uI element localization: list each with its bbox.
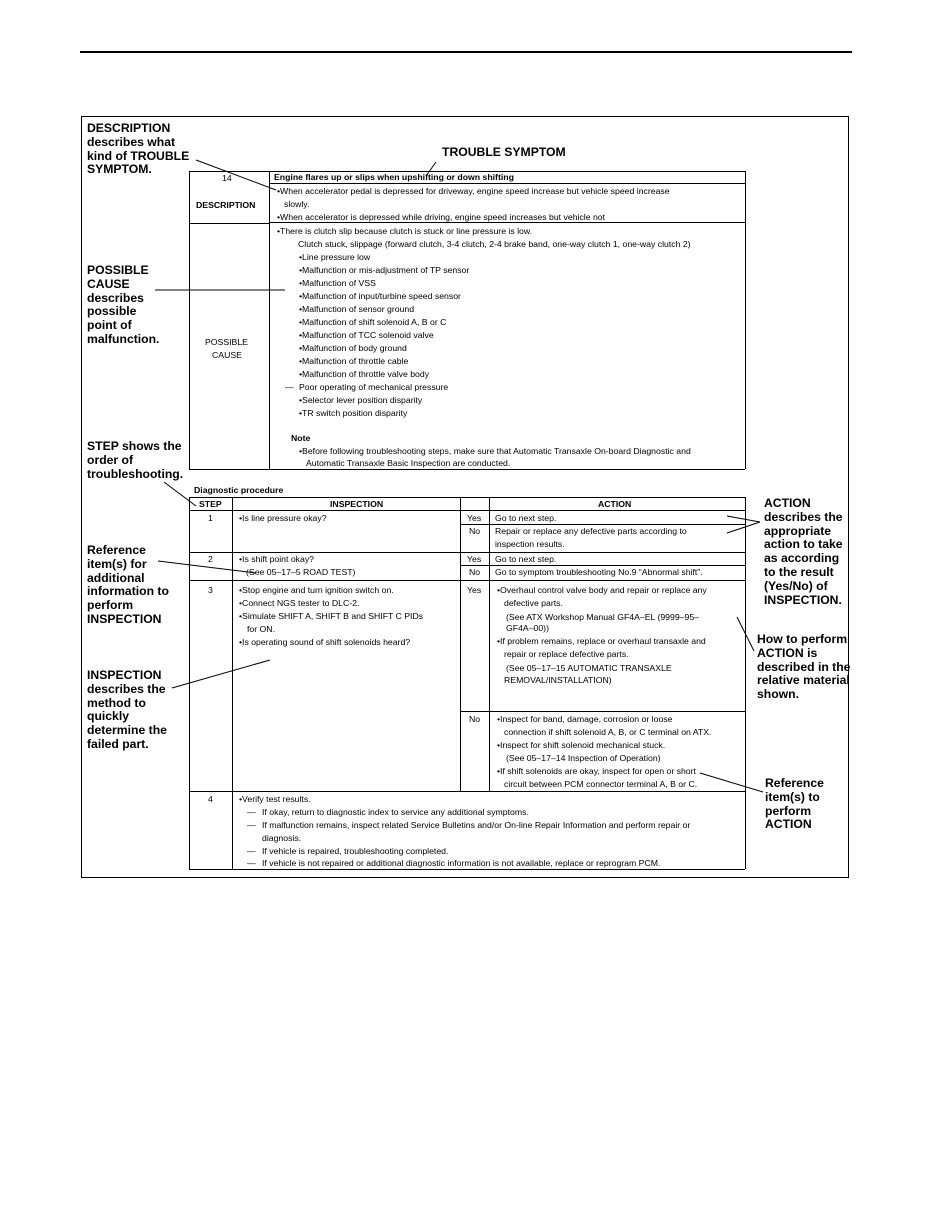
action-text: • If problem remains, replace or overhaul transaxle and bbox=[497, 635, 706, 648]
action-text: Go to symptom troubleshooting No.9 “Abnormal shift”. bbox=[495, 567, 703, 577]
step-number: 4 bbox=[208, 794, 213, 804]
col-action: ACTION bbox=[598, 499, 632, 509]
callout-line: describes what bbox=[87, 134, 176, 149]
inspection-text: • Stop engine and turn ignition switch on. bbox=[239, 584, 394, 597]
yes-label: Yes bbox=[467, 513, 482, 523]
inspection-text: for ON. bbox=[247, 624, 275, 634]
cause-item: • TR switch position disparity bbox=[299, 407, 407, 420]
callout-line: SYMPTOM. bbox=[87, 162, 152, 177]
callout-line: determine the bbox=[87, 723, 167, 738]
action-text: Repair or replace any defective parts according to bbox=[495, 526, 687, 536]
verify-text: If vehicle is repaired, troubleshooting completed. bbox=[262, 846, 449, 856]
verify-text: diagnosis. bbox=[262, 833, 302, 843]
callout-line: as according bbox=[764, 551, 840, 566]
callout-line: kind of TROUBLE bbox=[87, 148, 190, 163]
callout-line: possible bbox=[87, 304, 137, 319]
note-label: Note bbox=[291, 433, 311, 443]
step-number: 2 bbox=[208, 554, 213, 564]
callout-line: relative material bbox=[757, 673, 850, 688]
dash: — bbox=[247, 846, 256, 856]
inspection-text: • Is operating sound of shift solenoids heard? bbox=[239, 636, 410, 649]
cause-item: • Malfunction of input/turbine speed sensor bbox=[299, 290, 461, 303]
cause-item: • Line pressure low bbox=[299, 251, 370, 264]
verify-text: If malfunction remains, inspect related Service Bulletins and/or On-line Repair Information and perform repair or bbox=[262, 820, 691, 830]
callout-line: shown. bbox=[757, 687, 799, 702]
rule bbox=[189, 223, 269, 224]
rule bbox=[189, 510, 745, 511]
inspection-text: • Simulate SHIFT A, SHIFT B and SHIFT C PIDs bbox=[239, 610, 423, 623]
callout-line: troubleshooting. bbox=[87, 466, 184, 481]
callout-line: failed part. bbox=[87, 736, 149, 751]
callout-line: Reference bbox=[87, 543, 146, 557]
callout-line: DESCRIPTION bbox=[87, 121, 171, 135]
callout-line: action to take bbox=[764, 537, 843, 552]
action-text: inspection results. bbox=[495, 539, 565, 549]
callout-line: Reference bbox=[765, 776, 824, 790]
callout-line: describes the bbox=[87, 681, 166, 696]
callout-line: INSPECTION bbox=[87, 611, 162, 626]
step-number: 1 bbox=[208, 513, 213, 523]
action-text: (See 05–17–15 AUTOMATIC TRANSAXLE bbox=[506, 663, 672, 673]
action-text: • Overhaul control valve body and repair or replace any bbox=[497, 584, 707, 597]
callout-line: describes bbox=[87, 290, 144, 305]
cause-sub2: Poor operating of mechanical pressure bbox=[299, 382, 449, 392]
callout-line: information to bbox=[87, 584, 169, 599]
col-inspection: INSPECTION bbox=[330, 499, 384, 509]
procedure-title: Diagnostic procedure bbox=[194, 485, 284, 495]
rule bbox=[189, 497, 745, 498]
rule bbox=[745, 497, 746, 869]
cause-sub: Clutch stuck, slippage (forward clutch, 3-4 clutch, 2-4 brake band, one-way clutch 1, one-way clutch 2) bbox=[298, 239, 691, 249]
no-label: No bbox=[469, 526, 481, 536]
callout-line: ACTION is bbox=[757, 645, 818, 660]
description-label: DESCRIPTION bbox=[196, 200, 256, 210]
col-step: STEP bbox=[199, 499, 222, 509]
verify-text: If vehicle is not repaired or additional diagnostic information is not available, replace or reprogram PCM. bbox=[262, 858, 661, 868]
callout-line: quickly bbox=[87, 709, 129, 724]
rule bbox=[460, 497, 461, 791]
action-text: • Inspect for band, damage, corrosion or loose bbox=[497, 713, 672, 726]
rule bbox=[232, 497, 233, 869]
cause-intro: • There is clutch slip because clutch is stuck or line pressure is low. bbox=[277, 225, 532, 238]
action-text: repair or replace defective parts. bbox=[504, 649, 629, 659]
callout-line: method to bbox=[87, 695, 146, 710]
callout-line: ACTION bbox=[765, 817, 812, 832]
rule bbox=[189, 791, 745, 792]
reference-text: (See 05–17–5 ROAD TEST) bbox=[246, 567, 356, 577]
rule bbox=[745, 171, 746, 469]
callout-line: How to perform bbox=[757, 632, 848, 646]
inspection-text: • Is shift point okay? bbox=[239, 553, 314, 566]
inspection-text: • Connect NGS tester to DLC-2. bbox=[239, 597, 359, 610]
rule bbox=[269, 171, 270, 469]
dash: — bbox=[285, 382, 294, 392]
step-number: 3 bbox=[208, 585, 213, 595]
action-text: Go to next step. bbox=[495, 554, 557, 564]
cause-item: • Malfunction of sensor ground bbox=[299, 303, 414, 316]
callout-line: ACTION bbox=[764, 496, 811, 510]
no-label: No bbox=[469, 567, 481, 577]
action-text: (See 05–17–14 Inspection of Operation) bbox=[506, 753, 661, 763]
cause-item: • Selector lever position disparity bbox=[299, 394, 422, 407]
note-line: • Before following troubleshooting steps, make sure that Automatic Transaxle On-board Diagnostic and bbox=[299, 445, 691, 458]
action-text: connection if shift solenoid A, B, or C terminal on ATX. bbox=[504, 727, 712, 737]
action-text: defective parts. bbox=[504, 598, 563, 608]
yes-label: Yes bbox=[467, 554, 482, 564]
callout-line: STEP shows the bbox=[87, 439, 182, 453]
callout-trouble-symptom: TROUBLE SYMPTOM bbox=[442, 145, 566, 159]
action-text: • Inspect for shift solenoid mechanical stuck. bbox=[497, 739, 665, 752]
callout-line: described in the bbox=[757, 659, 851, 674]
callout-line: CAUSE bbox=[87, 276, 130, 291]
cause-item: • Malfunction of TCC solenoid valve bbox=[299, 329, 434, 342]
callout-line: INSPECTION. bbox=[764, 592, 842, 607]
cause-item: • Malfunction of body ground bbox=[299, 342, 407, 355]
callout-line: INSPECTION bbox=[87, 668, 162, 682]
cause-item: • Malfunction of throttle valve body bbox=[299, 368, 429, 381]
callout-line: appropriate bbox=[764, 523, 832, 538]
dash: — bbox=[247, 820, 256, 830]
rule bbox=[189, 171, 190, 469]
yes-label: Yes bbox=[467, 585, 482, 595]
rule bbox=[189, 580, 745, 581]
verify-text: If okay, return to diagnostic index to service any additional symptoms. bbox=[262, 807, 529, 817]
callout-line: malfunction. bbox=[87, 331, 160, 346]
callout-line: additional bbox=[87, 570, 145, 585]
dash: — bbox=[247, 858, 256, 868]
symptom-title: Engine flares up or slips when upshifting or down shifting bbox=[274, 172, 514, 182]
callout-line: item(s) for bbox=[87, 556, 147, 571]
callout-line: perform bbox=[765, 803, 812, 818]
note-line: Automatic Transaxle Basic Inspection are conducted. bbox=[306, 458, 511, 468]
cause-label: POSSIBLE bbox=[205, 337, 248, 347]
rule bbox=[460, 711, 745, 712]
description-line: slowly. bbox=[284, 199, 310, 209]
action-text: circuit between PCM connector terminal A, B or C. bbox=[504, 779, 698, 789]
dash: — bbox=[247, 807, 256, 817]
action-text: (See ATX Workshop Manual GF4A–EL (9999–95– bbox=[506, 612, 700, 622]
callout-line: to the result bbox=[764, 564, 834, 579]
callout-line: point of bbox=[87, 318, 132, 333]
callout-line: POSSIBLE bbox=[87, 263, 149, 277]
callout-line: perform bbox=[87, 598, 134, 613]
no-label: No bbox=[469, 714, 481, 724]
cause-item: • Malfunction or mis-adjustment of TP sensor bbox=[299, 264, 469, 277]
inspection-text: • Is line pressure okay? bbox=[239, 512, 327, 525]
action-text: Go to next step. bbox=[495, 513, 557, 523]
action-text: GF4A–00)) bbox=[506, 623, 549, 633]
callout-line: (Yes/No) of bbox=[764, 578, 828, 593]
rule bbox=[189, 497, 190, 869]
callout-line: order of bbox=[87, 452, 134, 467]
description-line: • When accelerator is depressed while driving, engine speed increases but vehicle not bbox=[277, 211, 605, 224]
cause-item: • Malfunction of VSS bbox=[299, 277, 376, 290]
verify-text: • Verify test results. bbox=[239, 793, 311, 806]
callout-line: item(s) to bbox=[765, 789, 820, 804]
cause-label: CAUSE bbox=[212, 350, 242, 360]
rule bbox=[489, 497, 490, 791]
action-text: REMOVAL/INSTALLATION) bbox=[504, 675, 612, 685]
action-text: • If shift solenoids are okay, inspect for open or short bbox=[497, 765, 696, 778]
symptom-number: 14 bbox=[222, 173, 232, 183]
cause-item: • Malfunction of throttle cable bbox=[299, 355, 408, 368]
description-line: • When accelerator pedal is depressed for driveway, engine speed increase but vehicle speed increase bbox=[277, 185, 670, 198]
callout-line: describes the bbox=[764, 509, 843, 524]
cause-item: • Malfunction of shift solenoid A, B or C bbox=[299, 316, 446, 329]
